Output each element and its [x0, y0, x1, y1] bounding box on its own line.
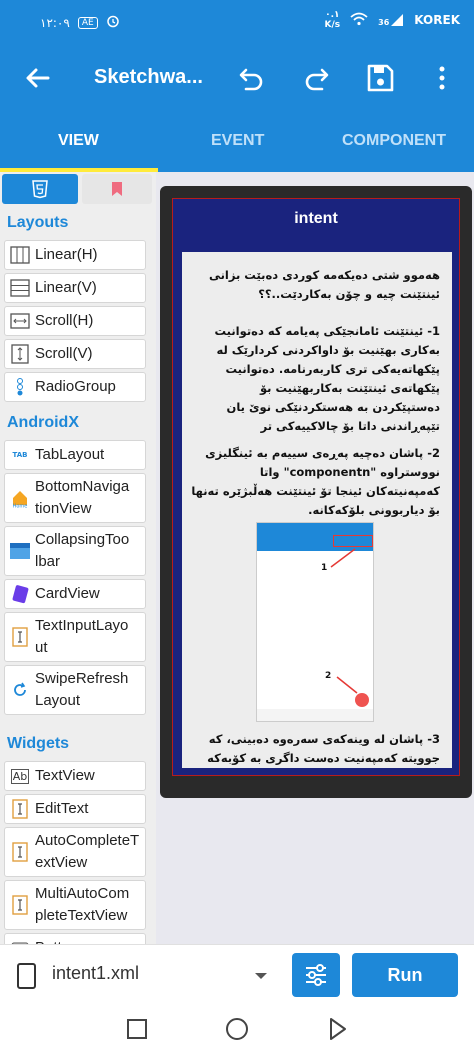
- status-right: [325, 10, 460, 30]
- widget-label: BottomNaviga tionView: [35, 478, 130, 517]
- tablayout-icon: TAB: [12, 451, 28, 459]
- palette-tab-widgets[interactable]: [2, 174, 78, 204]
- system-nav-bar: [0, 1004, 474, 1053]
- widget-label: AutoCompleteT extView: [35, 832, 140, 871]
- app-toolbar: [0, 46, 474, 110]
- cardview-icon: [9, 583, 31, 605]
- section-layouts: Layouts: [7, 214, 69, 231]
- widget-radiogroup[interactable]: [4, 372, 146, 402]
- widget-scroll-v[interactable]: [4, 339, 146, 369]
- svg-text:Home: Home: [12, 503, 28, 510]
- bottom-bar: [0, 944, 474, 1004]
- tab-view[interactable]: VIEW: [58, 132, 99, 149]
- shot-mark-2: 2: [325, 671, 332, 681]
- sim-badge: AE: [78, 17, 98, 29]
- undo-icon[interactable]: [234, 60, 270, 96]
- palette-tab-bookmarks[interactable]: [82, 174, 152, 204]
- widget-label: Scroll(V): [35, 345, 93, 362]
- html5-icon: [32, 180, 48, 198]
- widget-palette[interactable]: [0, 172, 156, 944]
- tab-component[interactable]: COMPONENT: [342, 132, 446, 149]
- wifi-icon: [350, 12, 368, 29]
- more-vert-icon[interactable]: [424, 60, 460, 96]
- shot-arrow-2: [335, 675, 361, 695]
- alarm-icon: [106, 14, 120, 31]
- autocomplete-icon: [9, 841, 31, 863]
- widget-scroll-h[interactable]: [4, 306, 146, 336]
- shot-arrow-1: [329, 547, 359, 569]
- chevron-down-icon[interactable]: [252, 967, 270, 985]
- widget-edittext[interactable]: [4, 794, 146, 824]
- radiogroup-icon: [9, 376, 31, 398]
- widget-label: Linear(V): [35, 279, 97, 296]
- widget-label: EditText: [35, 800, 89, 817]
- status-bar: [0, 0, 474, 46]
- widget-label: TabLayout: [35, 446, 105, 463]
- textinput-icon: [9, 626, 31, 648]
- multiautocomplete-icon: [9, 894, 31, 916]
- linear-h-icon: [9, 244, 31, 266]
- widget-label: TextView: [35, 767, 95, 784]
- edittext-icon: [9, 798, 31, 820]
- toolbar-title: Sketchwa...: [94, 66, 203, 88]
- back-icon[interactable]: [324, 1016, 350, 1042]
- carrier-label: KOREK: [414, 13, 460, 27]
- widget-label: Scroll(H): [35, 312, 94, 329]
- preview-paragraph-1: هەموو شتی دەیکەمە کوردی دەبێت بزانی ئینتێنت چیە و چۆن بەکاردێت..؟؟: [208, 268, 440, 301]
- bottom-nav-icon: [9, 487, 31, 509]
- widget-multiautocomplete[interactable]: [4, 880, 146, 930]
- signal-icon: 36: [378, 13, 404, 27]
- tab-event[interactable]: EVENT: [211, 132, 265, 149]
- net-speed: ٠.١ K/s: [324, 10, 341, 30]
- preview-app-title[interactable]: intent: [294, 210, 338, 227]
- widget-autocomplete[interactable]: [4, 827, 146, 877]
- shot-mark-1: 1: [321, 563, 328, 573]
- widget-collapsing-toolbar[interactable]: [4, 526, 146, 576]
- widget-bottomnav[interactable]: [4, 473, 146, 523]
- widget-label: SwipeRefresh Layout: [35, 670, 129, 709]
- widget-swiperefresh[interactable]: [4, 665, 146, 715]
- settings-button[interactable]: [292, 953, 340, 997]
- collapsing-toolbar-icon: [9, 540, 31, 562]
- preview-paragraph-3: 2- پاشان دەچیە پەڕەی سییەم بە ئینگلیزی نووستراوە "componentn" واتا کەمپەنیتەکان ئینجا تۆ ئینتێنت هەڵبژێرە تەنها بۆ دیاربوونی بلۆکەکانە.: [191, 446, 440, 517]
- preview-image: [256, 522, 374, 722]
- widget-textinputlayout[interactable]: [4, 612, 146, 662]
- widget-label: TextInputLayo ut: [35, 617, 129, 656]
- run-button[interactable]: Run: [352, 953, 458, 997]
- widget-textview[interactable]: [4, 761, 146, 791]
- section-widgets: Widgets: [7, 735, 70, 752]
- bookmark-icon: [111, 181, 123, 197]
- redo-icon[interactable]: [298, 60, 334, 96]
- save-icon[interactable]: [362, 60, 398, 96]
- widget-label: Linear(H): [35, 246, 98, 263]
- scroll-h-icon: [9, 310, 31, 332]
- palette-tabs: [2, 174, 152, 204]
- file-name[interactable]: intent1.xml: [52, 963, 140, 983]
- preview-paragraph-2: 1- ئینتێنت ئامانجێکی پەیامە کە دەتوانیت بەکاری بهێنیت بۆ داواکردنی کردارێک لە پێکهاتەیەکی تری کاربەرنامە. دەتوانیت پێکهاتەی ئینتێنت بەکاربهێنیت بۆ دەستپێکردن بە هەستکردنێکی نوێ یان تێپەڕاندنی داتا بۆ چالاکییەکی تر: [214, 324, 440, 433]
- widget-label: CollapsingToo lbar: [35, 531, 130, 570]
- shot-fab: [355, 693, 369, 707]
- widget-label: CardView: [35, 585, 100, 602]
- section-androidx: AndroidX: [7, 414, 79, 431]
- linear-v-icon: [9, 277, 31, 299]
- recents-icon[interactable]: [124, 1016, 150, 1042]
- textview-icon: Ab: [12, 769, 28, 783]
- file-icon: [16, 963, 38, 989]
- scroll-v-icon: [9, 343, 31, 365]
- widget-linear-v[interactable]: [4, 273, 146, 303]
- clock: ١٢:٠٩: [40, 15, 70, 30]
- widget-label: RadioGroup: [35, 378, 116, 395]
- back-arrow-icon[interactable]: [20, 60, 56, 96]
- preview-paragraph-4: 3- پاشان لە وینەکەی سەرەوە دەبینی، کە جوویتە کەمپەنیت دەست داگری بە کۆبەکە: [207, 732, 440, 765]
- shot-highlight: [333, 535, 373, 547]
- widget-label: MultiAutoCom pleteTextView: [35, 885, 130, 924]
- widget-tablayout[interactable]: [4, 440, 146, 470]
- swiperefresh-icon: [9, 679, 31, 701]
- status-left: [40, 14, 120, 31]
- shot-bottom-bar: [257, 709, 373, 721]
- widget-linear-h[interactable]: [4, 240, 146, 270]
- tab-bar: [0, 110, 474, 172]
- home-icon[interactable]: [224, 1016, 250, 1042]
- sliders-icon: [302, 961, 330, 989]
- widget-cardview[interactable]: [4, 579, 146, 609]
